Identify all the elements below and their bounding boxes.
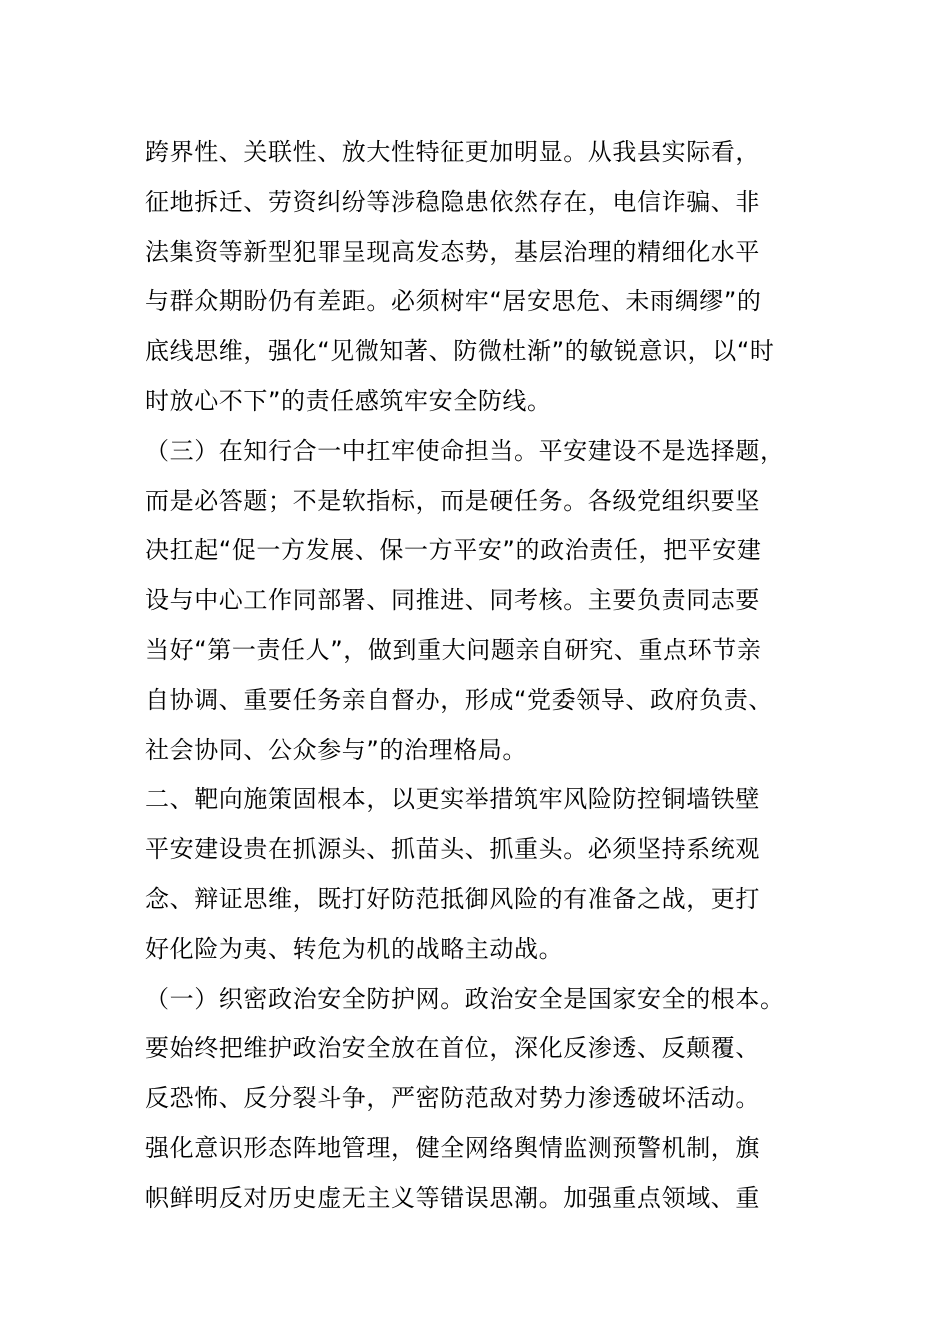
text-line: 强化意识形态阵地管理，健全网络舆情监测预警机制，旗 — [145, 1133, 760, 1162]
document-body — [145, 128, 845, 1224]
text-line: 自协调、重要任务亲自督办，形成“党委领导、政府负责、 — [145, 685, 774, 714]
text-line: 社会协同、公众参与”的治理格局。 — [145, 735, 528, 764]
section-heading: 二、靶向施策固根本，以更实举措筑牢风险防控铜墙铁壁 — [145, 785, 760, 814]
text-line: 设与中心工作同部署、同推进、同考核。主要负责同志要 — [145, 586, 760, 615]
text-line: 征地拆迁、劳资纠纷等涉稳隐患依然存在，电信诈骗、非 — [145, 187, 760, 216]
section-heading: （三）在知行合一中扛牢使命担当。平安建设不是选择题， — [145, 436, 785, 465]
text-line: 决扛起“促一方发展、保一方平安”的政治责任，把平安建 — [145, 536, 762, 565]
text-line: 跨界性、关联性、放大性特征更加明显。从我县实际看， — [145, 138, 760, 166]
text-line: 法集资等新型犯罪呈现高发态势，基层治理的精细化水平 — [145, 237, 760, 266]
text-line: 平安建设贵在抓源头、抓苗头、抓重头。必须坚持系统观 — [145, 835, 760, 864]
section-heading: （一）织密政治安全防护网。政治安全是国家安全的根本。 — [145, 984, 785, 1013]
text-line: 要始终把维护政治安全放在首位，深化反渗透、反颠覆、 — [145, 1034, 760, 1063]
text-line: 好化险为夷、转危为机的战略主动战。 — [145, 934, 564, 963]
text-line: 底线思维，强化“见微知著、防微杜渐”的敏锐意识，以“时 — [145, 337, 775, 366]
text-line: 帜鲜明反对历史虚无主义等错误思潮。加强重点领域、重 — [145, 1183, 760, 1212]
text-line: 念、辩证思维，既打好防范抵御风险的有准备之战，更打 — [145, 884, 760, 913]
text-line: 当好“第一责任人”，做到重大问题亲自研究、重点环节亲 — [145, 635, 762, 664]
text-line: 而是必答题；不是软指标，而是硬任务。各级党组织要坚 — [145, 486, 760, 515]
text-line: 与群众期盼仍有差距。必须树牢“居安思危、未雨绸缪”的 — [145, 287, 762, 316]
text-line: 时放心不下”的责任感筑牢安全防线。 — [145, 386, 552, 415]
text-line: 反恐怖、反分裂斗争，严密防范敌对势力渗透破坏活动。 — [145, 1084, 760, 1113]
